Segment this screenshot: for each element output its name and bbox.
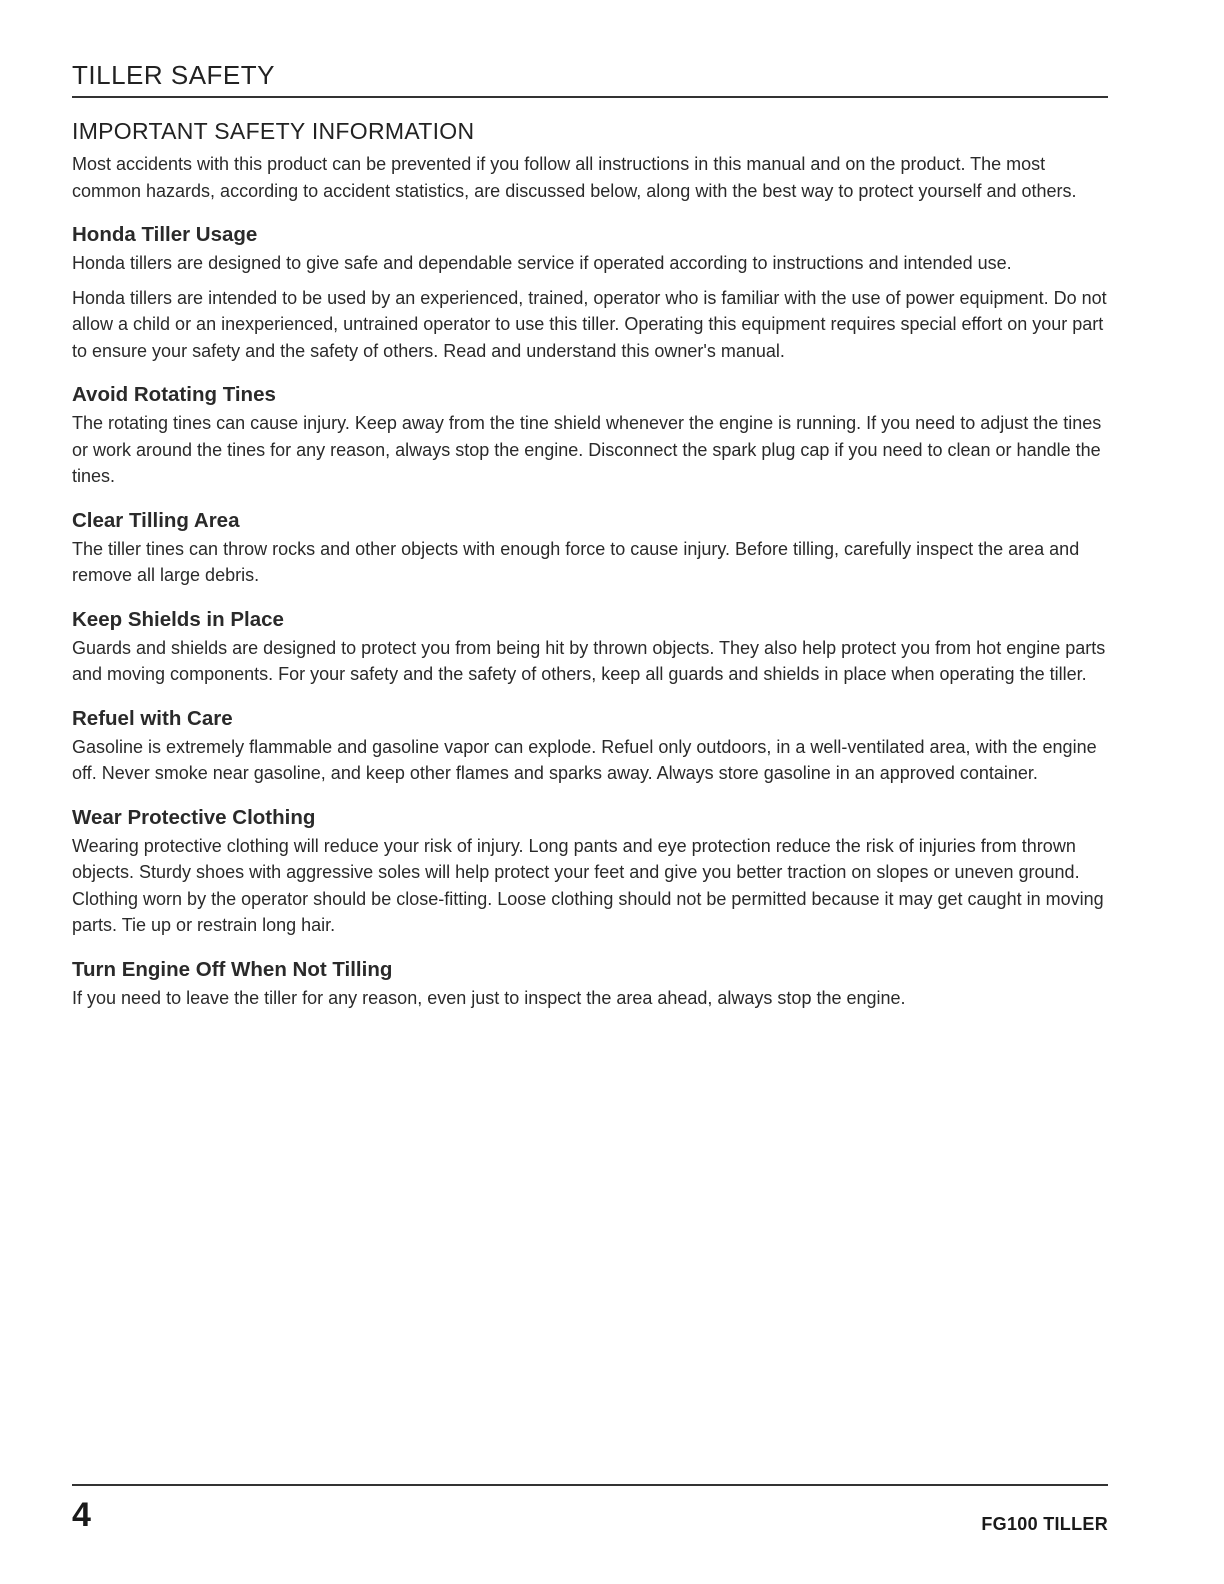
section-heading: Refuel with Care [72,706,233,730]
section-wear-protective-clothing [72,805,1108,939]
section-heading: Honda Tiller Usage [72,223,258,246]
section-keep-shields-in-place [72,607,1108,688]
content [72,118,1108,1019]
section-clear-tilling-area [72,508,1108,589]
section-refuel-with-care [72,706,1108,787]
section-paragraph: If you need to leave the tiller for any reason, even just to inspect the area ahead, always stop the engine. [72,987,906,1008]
footer-divider [72,1484,1108,1486]
section-turn-engine-off [72,957,1108,1012]
title-divider [72,96,1108,98]
footer-model-name: FG100 TILLER [981,1514,1108,1534]
section-heading: Keep Shields in Place [72,607,284,631]
section-honda-tiller-usage [72,222,1108,364]
section-paragraph: Honda tillers are designed to give safe and dependable service if operated according to instructions and intended use. [72,253,1012,273]
section-heading: Avoid Rotating Tines [72,383,276,406]
section-paragraph: Guards and shields are designed to protect you from being hit by thrown objects. They also help protect you from hot engine parts and moving components. For your safety and the safety of others, keep all guards and shields in place when operating the tiller. [72,637,1106,684]
section-paragraph: The rotating tines can cause injury. Keep away from the tine shield whenever the engine is running. If you need to adjust the tines or work around the tines for any reason, always stop the engine. Disconnect the spark plug cap if you need to clean or handle the tines. [72,413,1102,486]
section-paragraph: Wearing protective clothing will reduce your risk of injury. Long pants and eye protection reduce the risk of injuries from thrown objects. Sturdy shoes with aggressive soles will help protect your feet and give you better traction on slopes or uneven ground. Clothing worn by the operator should be close-fitting. Loose clothing should not be permitted because it may get caught in moving parts. Tie up or restrain long hair. [72,835,1104,935]
page-title: TILLER SAFETY [72,60,275,90]
section-paragraph: The tiller tines can throw rocks and other objects with enough force to cause injury. Before tilling, carefully inspect the area and remove all large debris. [72,538,1080,585]
section-paragraph: Gasoline is extremely flammable and gasoline vapor can explode. Refuel only outdoors, in a well-ventilated area, with the engine off. Never smoke near gasoline, and keep other flames and sparks away. Always store gasoline in an approved container. [72,736,1097,783]
section-avoid-rotating-tines [72,382,1108,490]
section-heading: Clear Tilling Area [72,508,240,532]
page-number: 4 [72,1496,91,1534]
section-heading: Turn Engine Off When Not Tilling [72,957,393,981]
main-heading: IMPORTANT SAFETY INFORMATION [72,118,475,144]
intro-paragraph: Most accidents with this product can be prevented if you follow all instructions in this manual and on the product. The most common hazards, according to accident statistics, are discussed below, along with the best way to protect yourself and others. [72,154,1077,201]
section-paragraph: Honda tillers are intended to be used by an experienced, trained, operator who is familiar with the use of power equipment. Do not allow a child or an inexperienced, untrained operator to use this tiller. Operating this equipment requires special effort on your part to ensure your safety and the safety of others. Read and understand this owner's manual. [72,287,1107,361]
section-heading: Wear Protective Clothing [72,805,316,829]
